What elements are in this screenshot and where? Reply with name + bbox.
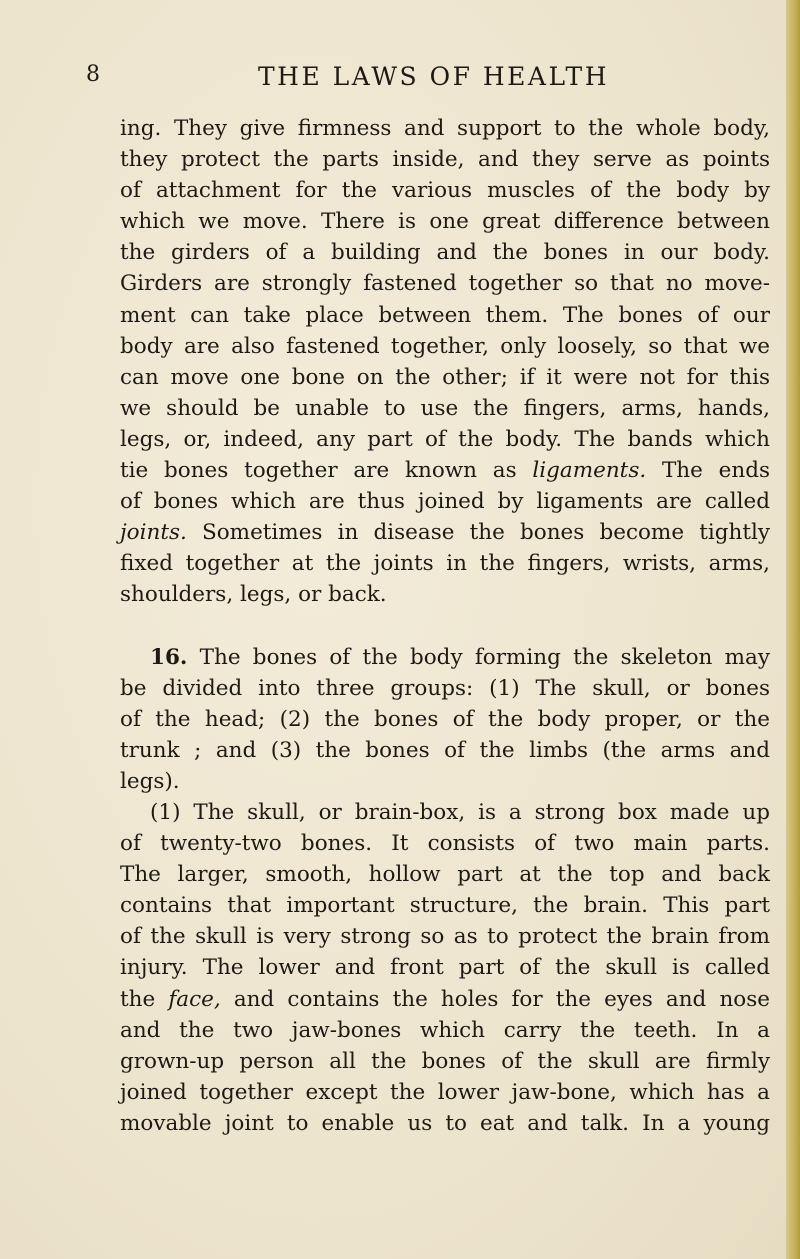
text-line: legs). [120,768,180,794]
term-joints: joints. [120,520,187,546]
text-line: we should be unable to use the fingers, arms, hands, [120,395,770,421]
paragraph-skeleton-groups [120,642,770,797]
text-run: the [120,986,169,1012]
text-line: The larger, smooth, hollow part at the top and back [120,862,770,888]
paragraph-skull [120,797,770,1139]
text-line: grown-up person all the bones of the skull are firmly [120,1048,770,1074]
text-line: trunk ; and (3) the bones of the limbs (the arms and [120,737,770,763]
paragraph-bones-support [120,113,770,611]
text-line: ment can take place between them. The bones of our [120,302,770,328]
text-run: The ends [646,458,770,484]
page-edge [786,0,800,1259]
text-line: they protect the parts inside, and they serve as points [120,147,770,173]
term-face: face, [168,986,221,1012]
text-line: body are also fastened together, only loosely, so that we [120,333,770,359]
text-line: of the head; (2) the bones of the body proper, or the [120,706,770,732]
term-ligaments: ligaments. [532,458,647,484]
text-line: and the two jaw-bones which carry the teeth. In a [120,1017,770,1043]
text-line: legs, or, indeed, any part of the body. The bands which [120,426,770,452]
text-line: of bones which are thus joined by ligaments are called [120,489,770,515]
text-line: contains that important structure, the brain. This part [120,893,770,919]
text-line: be divided into three groups: (1) The skull, or bones [120,675,770,701]
text-line: shoulders, legs, or back. [120,582,387,608]
text-line-face [120,984,770,1015]
text-line: joined together except the lower jaw-bone, which has a [120,1079,770,1105]
text-line: can move one bone on the other; if it were not for this [120,364,770,390]
text-run: and contains the holes for the eyes and nose [220,986,770,1012]
text-line: movable joint to enable us to eat and talk. In a young [120,1110,770,1136]
text-line: injury. The lower and front part of the skull is called [120,955,770,981]
text-line-section-16 [120,642,770,673]
text-line: ing. They give firmness and support to the whole body, [120,116,770,141]
text-line-joints [120,517,770,548]
text-line: (1) The skull, or brain-box, is a strong box made up [150,799,770,825]
text-line: which we move. There is one great difference between [120,209,770,235]
text-line: of attachment for the various muscles of the body by [120,178,770,204]
page-number: 8 [86,62,101,87]
text-line: of the skull is very strong so as to protect the brain from [120,924,770,950]
body-text [120,113,770,1139]
text-line-ligaments [120,455,770,486]
text-run: tie bones together are known as [120,458,533,484]
text-line: the girders of a building and the bones in our body. [120,240,770,266]
text-line: Girders are strongly fastened together so that no move- [120,271,770,297]
text-run: Sometimes in disease the bones become tightly [186,520,770,546]
running-head [58,62,778,102]
running-head-title: THE LAWS OF HEALTH [258,62,610,91]
text-line: of twenty-two bones. It consists of two main parts. [120,831,770,857]
text-line: fixed together at the joints in the fingers, wrists, arms, [120,551,770,577]
section-number: 16. [150,644,188,670]
text-run: The bones of the body forming the skeleton may [187,644,770,670]
